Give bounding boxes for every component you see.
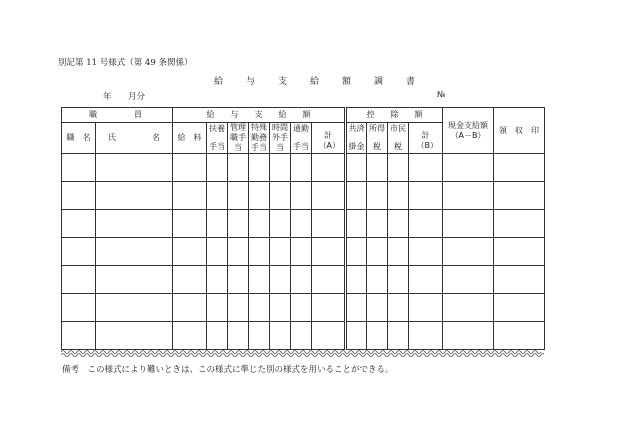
special-duty-allowance-header: 特殊 勤務 手当 [249,123,270,154]
cash-total-header: 現金支給額 （A－B） [443,108,494,154]
table-cell[interactable] [494,266,545,294]
table-cell[interactable] [96,322,173,350]
table-cell[interactable] [96,154,173,182]
table-cell[interactable] [291,322,312,350]
table-cell[interactable] [270,238,291,266]
table-cell[interactable] [249,154,270,182]
table-cell[interactable] [228,154,249,182]
table-cell[interactable] [494,238,545,266]
table-cell[interactable] [367,322,388,350]
table-cell[interactable] [494,322,545,350]
table-cell[interactable] [270,294,291,322]
table-cell[interactable] [367,154,388,182]
dependents-allowance-header: 扶養 手当 [207,123,228,154]
table-cell[interactable] [443,238,494,266]
number-label: № [437,90,446,99]
table-cell[interactable] [270,322,291,350]
table-cell[interactable] [291,154,312,182]
table-cell[interactable] [367,182,388,210]
table-cell[interactable] [388,210,409,238]
table-cell[interactable] [228,182,249,210]
table-cell[interactable] [228,210,249,238]
table-cell[interactable] [228,294,249,322]
table-cell[interactable] [207,182,228,210]
table-row [62,294,545,322]
table-cell[interactable] [62,182,96,210]
receipt-seal-header: 領 収 印 [494,108,545,154]
table-row [62,266,545,294]
table-cell[interactable] [207,154,228,182]
resident-tax-header: 市民 税 [388,123,409,154]
table-cell[interactable] [96,294,173,322]
table-cell[interactable] [443,210,494,238]
title-char: 支 [277,77,288,87]
table-cell[interactable] [173,266,207,294]
table-cell[interactable] [207,294,228,322]
table-cell[interactable] [312,266,346,294]
table-cell[interactable] [173,294,207,322]
table-cell[interactable] [228,238,249,266]
table-cell[interactable] [409,322,443,350]
table-cell[interactable] [494,210,545,238]
table-cell[interactable] [388,154,409,182]
document-title [0,74,630,87]
table-cell[interactable] [443,182,494,210]
table-cell[interactable] [62,266,96,294]
title-char: 調 [374,77,385,87]
table-cell[interactable] [367,266,388,294]
job-title-header: 職 名 [62,123,96,154]
table-cell[interactable] [249,322,270,350]
title-char: 書 [406,77,417,87]
table-cell[interactable] [62,210,96,238]
table-cell[interactable] [443,322,494,350]
table-cell[interactable] [409,238,443,266]
table-cell[interactable] [312,154,346,182]
table-cell[interactable] [388,266,409,294]
income-tax-header: 所得 税 [367,123,388,154]
table-cell[interactable] [249,266,270,294]
table-cell[interactable] [291,266,312,294]
table-cell[interactable] [346,294,367,322]
footnote: 備考 この様式により難いときは、この様式に準じた別の様式を用いることができる。 [62,365,394,375]
table-cell[interactable] [312,294,346,322]
table-cell[interactable] [409,266,443,294]
overtime-allowance-header: 時間 外手 当 [270,123,291,154]
table-cell[interactable] [388,238,409,266]
table-cell[interactable] [228,322,249,350]
table-cell[interactable] [207,238,228,266]
table-cell[interactable] [270,210,291,238]
table-cell[interactable] [409,154,443,182]
table-cell[interactable] [388,294,409,322]
title-char: 与 [245,77,256,87]
table-cell[interactable] [62,294,96,322]
mutual-aid-header: 共済 掛金 [346,123,367,154]
period-year-label: 年 [103,92,112,102]
table-cell[interactable] [346,154,367,182]
salary-header: 給 料 [173,123,207,154]
period-month-label: 月分 [128,92,146,102]
table-cell[interactable] [367,238,388,266]
table-cell[interactable] [228,266,249,294]
table-cell[interactable] [312,238,346,266]
table-cell[interactable] [346,182,367,210]
table-cell[interactable] [96,182,173,210]
table-cell[interactable] [249,238,270,266]
table-cell[interactable] [96,210,173,238]
table-cell[interactable] [291,294,312,322]
management-allowance-header: 管理 職手 当 [228,123,249,154]
table-cell[interactable] [173,238,207,266]
form-reference: 別記第 11 号様式（第 49 条関係） [58,58,193,68]
pay-group-header: 給 与 支 給 額 [173,108,346,123]
table-cell[interactable] [312,322,346,350]
table-cell[interactable] [291,210,312,238]
table-cell[interactable] [312,210,346,238]
table-cell[interactable] [367,294,388,322]
table-cell[interactable] [173,322,207,350]
pay-total-header: 計 （A） [312,123,346,154]
table-cell[interactable] [173,182,207,210]
title-char: 給 [309,77,320,87]
table-cell[interactable] [207,322,228,350]
table-cell[interactable] [409,294,443,322]
table-cell[interactable] [494,294,545,322]
table-cell[interactable] [409,182,443,210]
table-cell[interactable] [312,182,346,210]
deduction-group-header: 控 除 額 [346,108,443,123]
table-cell[interactable] [443,294,494,322]
table-cell[interactable] [270,154,291,182]
name-header: 氏 名 [96,123,173,154]
table-cell[interactable] [367,210,388,238]
table-row [62,238,545,266]
table-cell[interactable] [388,322,409,350]
table-cell[interactable] [173,210,207,238]
table-cell[interactable] [494,154,545,182]
table-cell[interactable] [346,210,367,238]
table-cell[interactable] [96,266,173,294]
table-cell[interactable] [249,210,270,238]
table-row [62,154,545,182]
table-cell[interactable] [388,182,409,210]
table-row [62,322,545,350]
table-cell[interactable] [443,266,494,294]
table-cell[interactable] [443,154,494,182]
commute-allowance-header: 通勤 手当 [291,123,312,154]
title-char: 給 [213,77,224,87]
pay-schedule-table [61,107,545,350]
table-row [62,182,545,210]
torn-edge-line [61,349,544,357]
table-cell[interactable] [346,322,367,350]
table-cell[interactable] [207,210,228,238]
table-row [62,210,545,238]
table-cell[interactable] [291,238,312,266]
table-cell[interactable] [270,182,291,210]
table-cell[interactable] [173,154,207,182]
table-cell[interactable] [207,266,228,294]
table-cell[interactable] [409,210,443,238]
table-cell[interactable] [62,154,96,182]
staff-group-header: 職 員 [62,108,173,123]
table-cell[interactable] [62,322,96,350]
table-cell[interactable] [96,238,173,266]
deduction-total-header: 計 （B） [409,123,443,154]
table-cell[interactable] [249,182,270,210]
table-cell[interactable] [494,182,545,210]
table-cell[interactable] [291,182,312,210]
table-cell[interactable] [346,266,367,294]
title-char: 額 [342,77,353,87]
table-cell[interactable] [62,238,96,266]
table-cell[interactable] [270,266,291,294]
table-cell[interactable] [346,238,367,266]
table-cell[interactable] [249,294,270,322]
